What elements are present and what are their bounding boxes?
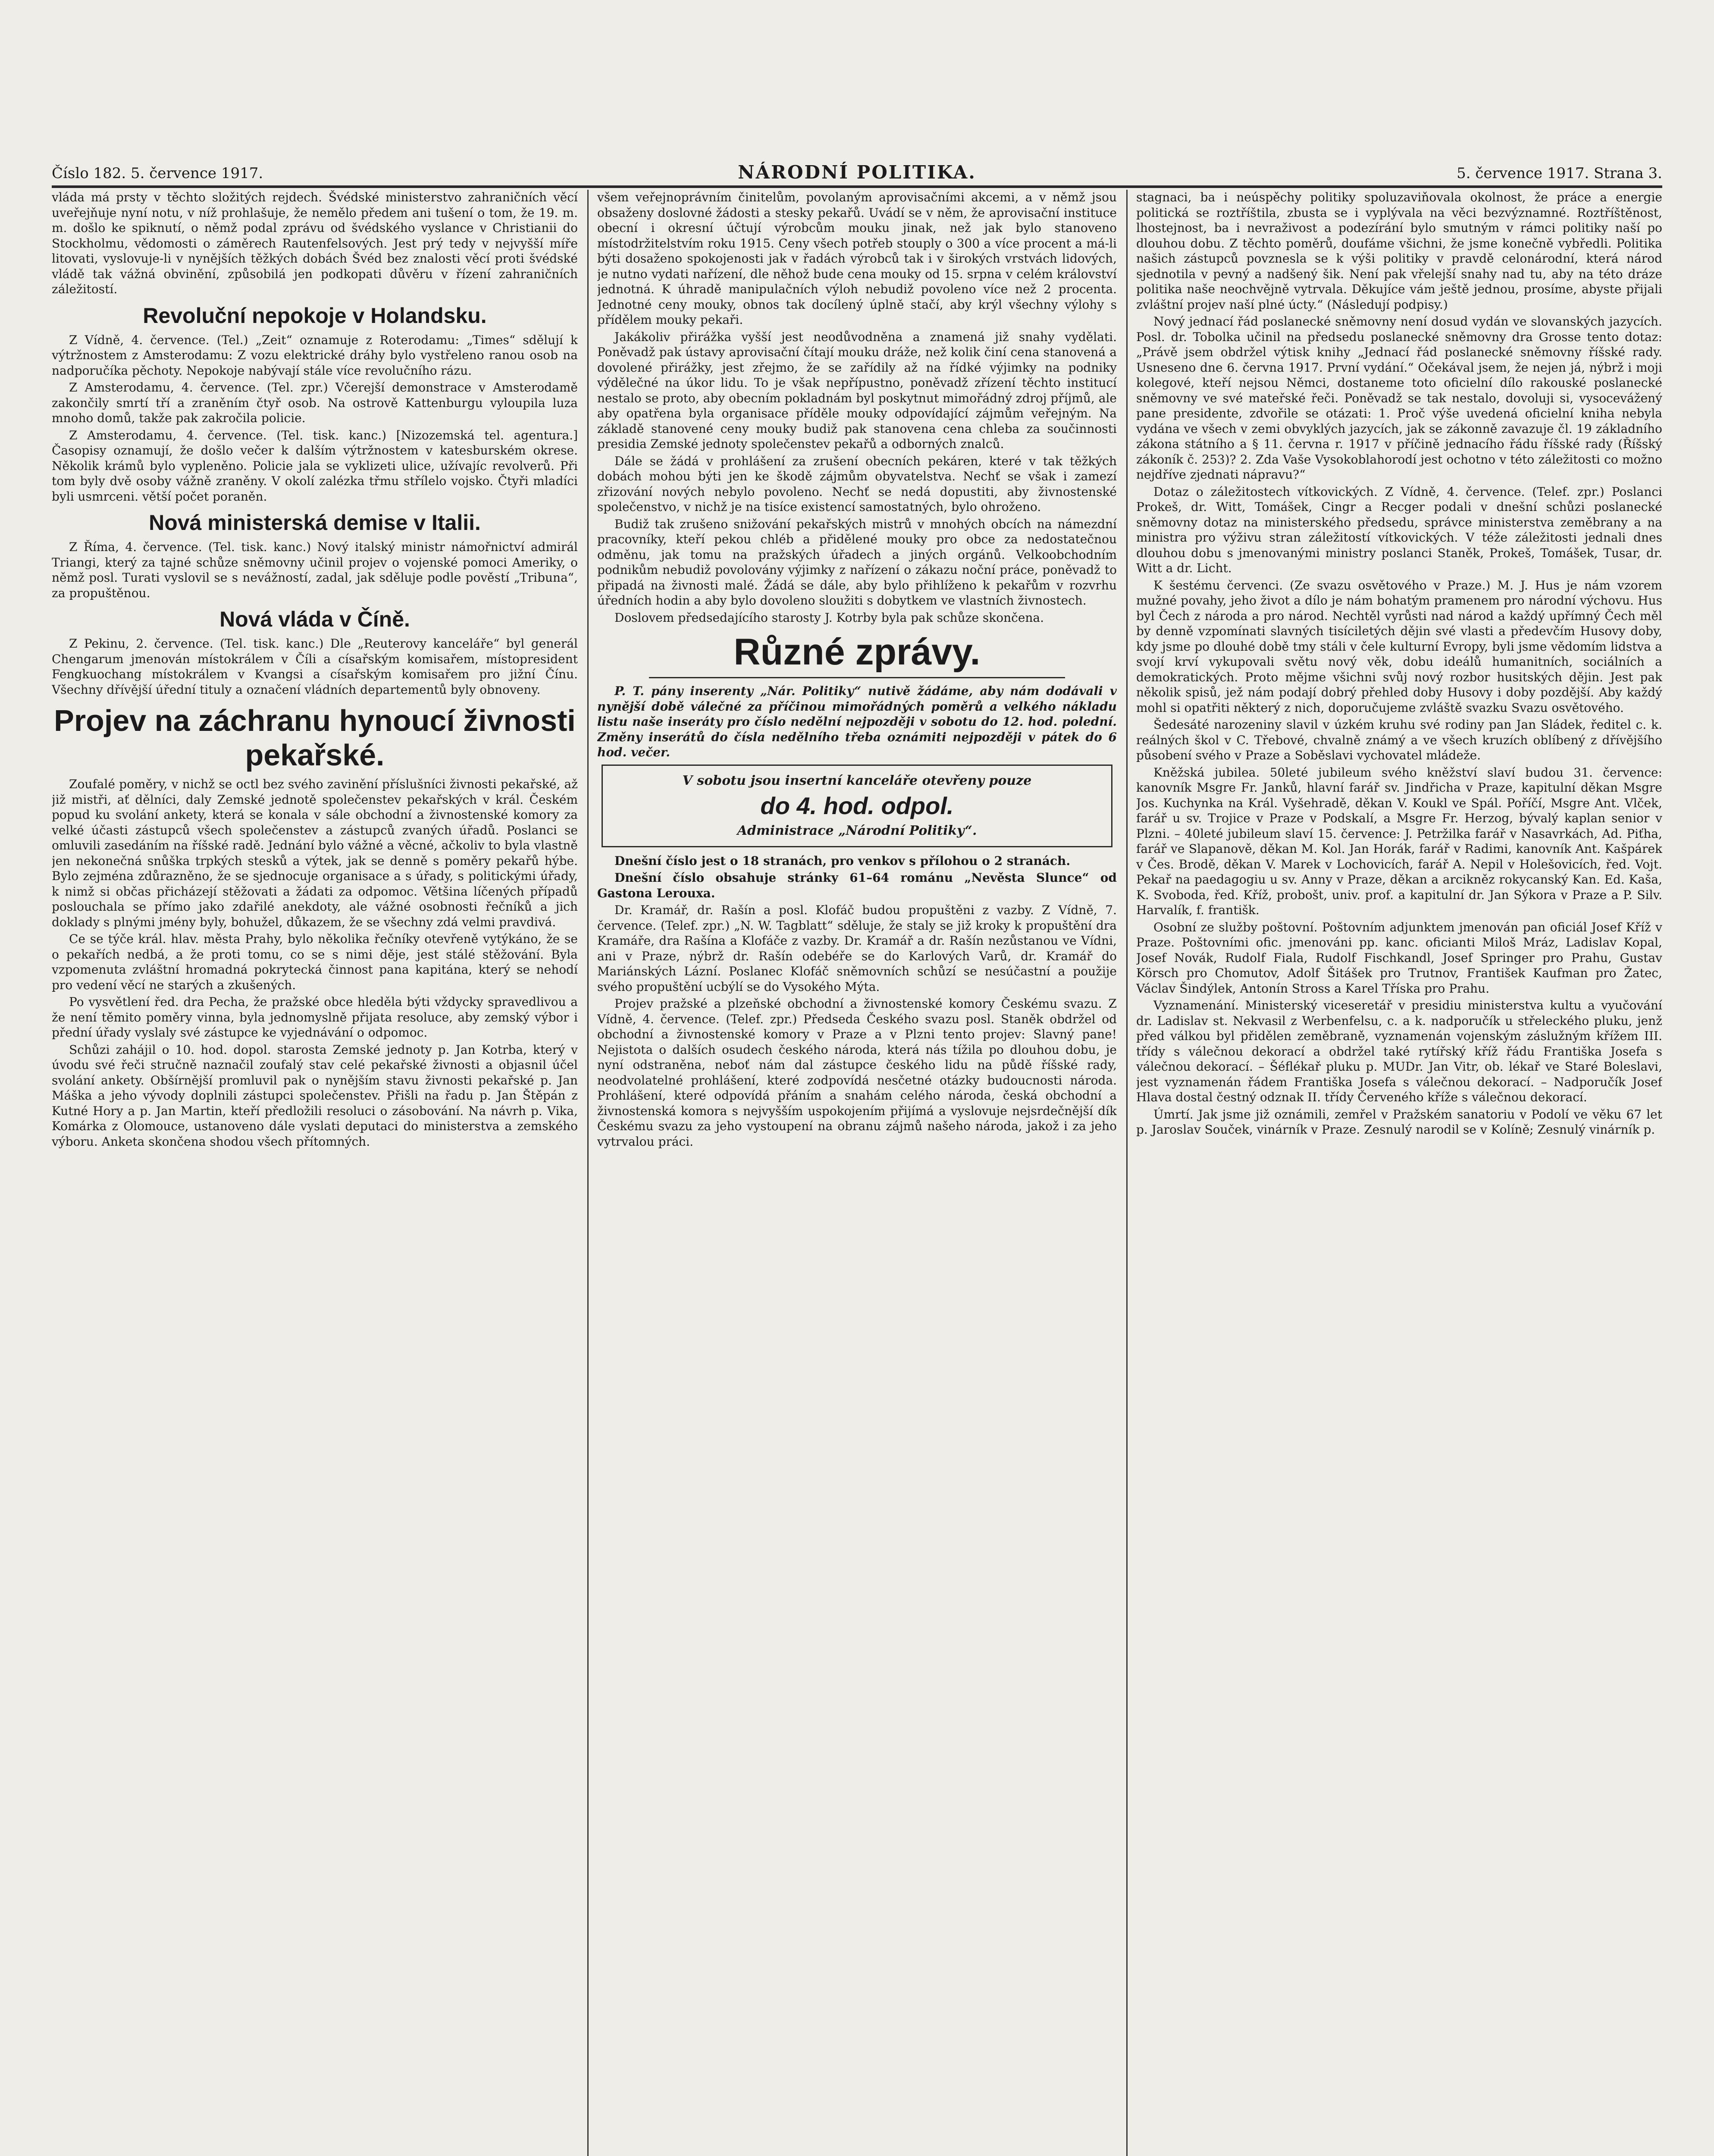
article-text: Vyznamenání. Ministerský viceseretář v presidiu ministerstva kultu a vyučování dr. Ladislav st. Nekvasil z Werbenfelsu, c. a k. nadporučík u střeleckého pluku, jenž před válkou byl přidělen zeměbraně, vyznamenán vojenským záslužným křížem III. třídy s válečnou dekorací a obdržel také rytířský kříž řádu Františka Josefa s válečnou dekorací. – Šéflékař pluku p. MUDr. Jan Vitr, ob. lékař ve Staré Boleslavi, jest vyznamenán řádem Františka Josefa s válečnou dekorací. – Nadporučík Josef Hlava dostal čestný odznak II. třídy Červeného kříže s válečnou dekorací. bbox=[1136, 998, 1662, 1104]
column-rule-1 bbox=[587, 190, 589, 2156]
column-rule-2 bbox=[1126, 190, 1128, 2156]
headline-holland: Revoluční nepokoje v Holandsku. bbox=[143, 303, 487, 328]
column-1 bbox=[52, 190, 578, 2156]
issue-date-left: Číslo 182. 5. července 1917. bbox=[52, 165, 263, 182]
article-text: Dotaz o záležitostech vítkovických. Z Vídně, 4. července. (Telef. zpr.) Poslanci Prokeš, dr. Witt, Tomášek, Cingr a Recger podali v dnešní schůzi poslanecké sněmovny dotaz na ministerského předsedu, správce ministerstva zeměbrany a na ministra pro výživu stran záležitostí vítkovických. V téže záležitosti jednali dnes dlouhou dobu s jmenovanými ministry poslanci Staněk, Prokeš, Tomášek, Tusar, dr. Witt a dr. Licht. bbox=[1136, 484, 1662, 575]
article-text: Jakákoliv přirážka vyšší jest neodůvodněna a znamená již snahy vydělati. Poněvadž pak ústavy aprovisační čítají mouku dráže, než kolik činí cena stanovená a dovolené přirážky, jest zřejmo, že se zařídily až na řídké výjimky na podniky výdělečné na úkor lidu. To je však nepřípustno, poněvadž zřízení těchto institucí nestalo se proto, aby obecním pokladnám byl poskytnut mimořádný zdroj příjmů, ale aby opatřena byla organisace příděle mouky odpovídající zájmům veřejným. Na základě stanovené ceny mouky budiž pak stanovena cena chleba za součinnosti presidia Zemské jednoty společenstev pekařů a odborných znalců. bbox=[597, 329, 1117, 451]
article-text: stagnaci, ba i neúspěchy politiky spoluzaviňovala okolnost, že práce a energie politická se roztříštila, zbusta se i vyplývala na věci bezvýznamné. Roztříštěnost, lhostejnost, ba i nevraživost a podezírání bylo smutným v rámci politiky naší po dlouhou dobu. Z těchto poměrů, doufáme všichni, že jsme konečně vybředli. Politika našich zástupců povznesla se k výši politiky v pravdě celonárodní, která národ sjednotila v pevný a nadšený šik. Není pak vřelejší snahy nad tu, aby na této dráze politika naše neochvějně vytrvala. Děkujíce vám ještě jednou, prosíme, abyste přijali zvláštní projev naší plné úcty.“ (Následují podpisy.) bbox=[1136, 190, 1662, 312]
office-hours-text: V sobotu jsou insertní kanceláře otevřeny pouze bbox=[682, 773, 1032, 788]
advertiser-notice: P. T. pány inserenty „Nár. Politiky“ nutivě žádáme, aby nám dodávali v nynější době válečné za příčinou mimořádných poměrů a velkého nákladu listu naše inseráty pro číslo nedělní nejpozději v sobotu do 12. hod. polední. Změny inserátů do čísla nedělního třeba oznámiti nejpozději v pátek do 6 hod. večer. bbox=[597, 684, 1117, 759]
article-text: Projev pražské a plzeňské obchodní a živnostenské komory Českému svazu. Z Vídně, 4. července. (Telef. zpr.) Předseda Českého svazu posl. Staněk obdržel od obchodní a živnostenské komory v Praze a v Plzni tento projev: Slavný pane! Nejistota o dalších osudech českého národa, která nás tížila po dlouhou dobu, je nyní odstraněna, neboť nám dal zástupce českého lidu na půdě říšské rady, neodvolatelné prohlášení, které zodpovídá nesčetné otázky budoucnosti národa. Prohlášení, které odpovídá přáním a snahám celého národa, česká obchodní a živnostenská komora s nejvyšším uspokojením přijímá a vyslovuje nejsrdečnější dík Českému svazu za jeho vystoupení na obranu zájmů našeho národa, jakož i za jeho vytrvalou práci. bbox=[597, 997, 1117, 1149]
article-text: Dr. Kramář, dr. Rašín a posl. Klofáč budou propuštěni z vazby. Z Vídně, 7. července. (Telef. zpr.) „N. W. Tagblatt“ sděluje, že staly se již kroky k propuštění dra Kramáře, dra Rašína a Klofáče z vazby. Dr. Kramář a dr. Rašín nezůstanou ve Vídni, ani v Praze, nýbrž dr. Rašín odebéře se do Karlových Varů, dr. Kramář do Mariánských Lázní. Poslanec Klofáč sněmovních schůzí se nesúčastní a použije svého propuštění ucbýlí se do Vysokého Mýta. bbox=[597, 903, 1117, 994]
divider bbox=[649, 677, 1065, 678]
masthead bbox=[52, 155, 1662, 188]
article-text: Dále se žádá v prohlášení za zrušení obecních pekáren, které v tak těžkých dobách mohou býti jen ke škodě zájmům obyvatelstva. Nechť se však i zamezí zřizování nových nebylo povoleno. Nechť se nedá dopustiti, aby živnostenské společenstvo, v nichž je na tisíce existencí samostatných, bylo ohroženo. bbox=[597, 454, 1117, 514]
office-hours-time: do 4. hod. odpol. bbox=[760, 792, 954, 819]
headline-china: Nová vláda v Číně. bbox=[219, 607, 410, 631]
article-text: Osobní ze služby poštovní. Poštovním adjunktem jmenován pan oficiál Josef Kříž v Praze. Poštovními ofic. jmenováni pp. kanc. oficianti Miloš Mráz, Ladislav Kopal, Josef Novák, Rudolf Fiala, Rudolf Fischkandl, Josef Springer pro Prahu, Gustav Körsch pro Chomutov, Adolf Šitášek pro Trutnov, František Kaufman pro Žatec, Václav Šindýlek, Antonín Stross a Karel Tříska pro Prahu. bbox=[1136, 920, 1662, 996]
article-text: Úmrtí. Jak jsme již oznámili, zemřel v Pražském sanatoriu v Podolí ve věku 67 let p. Jaroslav Souček, vinárník v Praze. Zesnulý narodil se v Kolíně; Zesnulý vinárník p. bbox=[1136, 1107, 1662, 1137]
administration-sign: Administrace „Národní Politiky“. bbox=[737, 823, 977, 838]
article-text: Nový jednací řád poslanecké sněmovny není dosud vydán ve slovanských jazycích. Posl. dr. Tobolka učinil na předsedu poslanecké sněmovny dra Grosse tento dotaz: „Právě jsem obdržel výtisk knihy „Jednací řád poslanecké sněmovny říšské rady. Usneseno dne 6. června 1917. První vydání.“ Očekával jsem, že nejen já, nýbrž i moji kolegové, kteří nejsou Němci, dostaneme toto oficielní dílo rakouské poslanecké sněmovny ve své mateřské řeči. Poněvadž se tak nestalo, dovoluji si, vysocevážený pane presidente, zdvořile se otázati: 1. Proč výše uvedená oficielní kniha nebyla vydána ve všech v zemi obvyklých jazycích, jak se zákonně zavazuje čl. 19 základního zákona státního a § 11. června r. 1917 v příčině jednacího řádu říšské rady (Říšský zákoník č. 253)? 2. Zda Vaše Vysokoblahorodí jest ochotno v této záležitosti co možno nejdříve zjednati nápravu?“ bbox=[1136, 314, 1662, 482]
headline-various-news: Různé zprávy. bbox=[733, 631, 981, 673]
article-text: Ce se týče král. hlav. města Prahy, bylo několika řečníky otevřeně vytýkáno, že se o pekařích nedbá, a že proti tomu, co se s nimi děje, jest stálé stěžování. Byla vzpomenuta zvláštní hromadná pokrytecká činnost pana kapitána, který se nehodí pro vedení věcí ne starých a zkušených. bbox=[52, 932, 578, 992]
newspaper-title: NÁRODNÍ POLITIKA. bbox=[738, 162, 976, 183]
article-text: K šestému červenci. (Ze svazu osvětového v Praze.) M. J. Hus je nám vzorem mužné povahy, jeho život a dílo je nám bohatým pramenem pro národní výchovu. Hus byl Čech z národa a pro národ. Nechtěl vyrůsti nad národ a každý upřímný Čech měl by denně vzpomínati slavných tisíciletých dějin své vlasti a předevčím Husovy doby, kdy jsme po dlouhé době tmy stáli v čele kulturní Evropy, byli jsme vědomím lidstva a svojí krví vykupovali světu nový věk, dobu ideálů humanitních, sociálních a demokratických. Proto mějme všichni svůj nový rozbor husitských dějin. Jest pak několik spisů, jež nám podají dobrý přehled doby Husovy i doby pozdější. Aby každý mohl si opatřiti některý z nich, doporučujeme zvláště svazku Svazu osvětového. bbox=[1136, 578, 1662, 715]
office-hours-box bbox=[602, 765, 1112, 847]
article-text: Doslovem předsedajícího starosty J. Kotrby byla pak schůze skončena. bbox=[614, 610, 1044, 625]
article-text: Po vysvětlení řed. dra Pecha, že pražské obce hleděla býti vždycky spravedlivou a že není těmito poměry vinna, byla jednomyslně přijata resoluce, aby zemský výbor i přední úřady vyslaly své zástupce ke vyjednávání o odpomoc. bbox=[52, 995, 578, 1040]
article-text: Zoufalé poměry, v nichž se octl bez svého zavinění příslušníci živnosti pekařské, až již mistři, ať dělníci, daly Zemské jednotě společenstev pekařských v král. Českém popud ku svolání ankety, která se konala v sále obchodní a živnostenské komory za velké účasti zástupců všech společenstev a zástupců zvaných úřadů. Poslanci se omluvili zasedáním na říšské radě. Jednání bylo vážné a věcné, ačkoliv to byla vlastně jen nekonečná snůška trpkých stesků a výtek, jak se denně s poměry pekařů hýbe. Bylo zejména zdůrazněno, že se sjednocuje organisace a s úřady, s politickými úřady, k nimž si občas přicházejí stěžovati a žádati za odpomoc. Většina líčených případů poslouchala se přímo jako zdařilé anekdoty, ale vážné osobnosti řečníků a jich doklady s plnými jmény byly, bohužel, důkazem, že se všechny zdá velmi pravdivá. bbox=[52, 777, 578, 929]
headline-bakers: Projev na záchranu hynoucí živnosti pekařské. bbox=[54, 704, 576, 772]
article-text: Šedesáté narozeniny slavil v úzkém kruhu své rodiny pan Jan Sládek, ředitel c. k. reálných škol v C. Třebové, chvalně známý a ve všech kruzích oblíbený z dřívějšího působení svého v Praze a Soběslavi vychovatel mládeže. bbox=[1136, 718, 1662, 762]
article-text: vláda má prsty v těchto složitých rejdech. Švédské ministerstvo zahraničních věcí uveřejňuje nyní notu, v níž prohlašuje, že nemělo předem ani tušení o tom, že 19. m. m. došlo ke spiknutí, o němž podal zprávu od švédského vyslance v Christianii do Stockholmu, vědomosti o záměrech Rautenfelsových. Jest prý tedy v nejvyšší míře litovati, vyslovuje-li v nynějších těžkých dobách Švéd bez znalosti věcí proti švédské vládě tak vážná obvinění, způsobilá jen podkopati důvěru v řízení zahraničních záležitostí. bbox=[52, 190, 578, 296]
article-text: Z Říma, 4. července. (Tel. tisk. kanc.) Nový italský ministr námořnictví admirál Triangi, který za tajné schůze sněmovny učinil projev o vojenské pomoci Ameriky, o němž posl. Turati vyslovil se s nevážností, zadal, jak sděluje podle pověstí „Tribuna“, za propuštěnou. bbox=[52, 540, 578, 600]
article-text: Z Vídně, 4. července. (Tel.) „Zeit“ oznamuje z Roterodamu: „Times“ sdělují k výtržnostem z Amsterodamu: Z vozu elektrické dráhy bylo vystřeleno ranou osob na nadporučíka pěchoty. Nepokoje nabývají stále více revolučního rázu. bbox=[52, 332, 578, 378]
article-text: Z Amsterodamu, 4. července. (Tel. zpr.) Včerejší demonstrace v Amsterodamě zakončily smrtí tří a zraněním čtyř osob. Na ostrově Kattenburgu vyloupila luza mnoho domů, takže pak zakročila policie. bbox=[52, 380, 578, 425]
article-text: Z Pekinu, 2. července. (Tel. tisk. kanc.) Dle „Reuterovy kanceláře“ byl generál Chengarum jmenován místokrálem v Číli a císařským komisařem, místopresident Fengkuochang místokrálem v Kvangsi a císařským komisařem pro jižní Čínu. Všechny dřívější úřední tituly a označení vládních departementů byly obnoveny. bbox=[52, 636, 578, 697]
issue-info: Dnešní číslo jest o 18 stranách, pro venkov s přílohou o 2 stranách. bbox=[614, 853, 1071, 868]
novel-info: Dnešní číslo obsahuje stránky 61–64 románu „Nevěsta Slunce“ od Gastona Lerouxa. bbox=[597, 871, 1117, 900]
column-2 bbox=[597, 190, 1117, 2156]
column-3 bbox=[1136, 190, 1662, 2156]
article-text: Z Amsterodamu, 4. července. (Tel. tisk. kanc.) [Nizozemská tel. agentura.] Časopisy oznamují, že došlo večer k dalším výtržnostem v katesburském okrese. Několik krámů bylo vypleněno. Policie jala se vyklizeti ulice, užívajíc revolverů. Při tom byly dvě osoby vážně zraněny. V okolí zalézka třmu střílelo vojsko. Čtyři mladíci byli usmrceni. větší počet poraněn. bbox=[52, 428, 578, 504]
article-text: všem veřejnoprávním činitelům, povolaným aprovisačními akcemi, a v němž jsou obsaženy doslovné žádosti a stesky pekařů. Uvádí se v něm, že aprovisační instituce obecní i okresní účtují výrobcům mouku jinak, než jak bylo stanoveno místodržitelstvím roku 1915. Ceny všech potřeb stouply o 300 a více procent a má-li býti dosaženo spokojenosti jak v řadách výrobců tak i v širokých vrstvách lidových, je nutno vydati nařízení, dle něhož bude cena mouky od 15. srpna v celém království jednotná. K úhradě manipulačních výloh nebudiž povoleno více než 2 procenta. Jednotné ceny mouky, obnos tak docílený úplně stačí, aby krýl všechny výlohy s přídělem mouky pekaři. bbox=[597, 190, 1117, 327]
headline-italy: Nová ministerská demise v Italii. bbox=[149, 511, 481, 535]
article-text: Kněžská jubilea. 50leté jubileum svého kněžství slaví budou 31. července: kanovník Msgre Fr. Janků, hlavní farář sv. Jindřicha v Praze, kapitulní děkan Msgre Jos. Kuchynka na Král. Vyšehradě, děkan V. Koukl ve Spál. Poříčí, Msgre Ant. Vlček, farář u sv. Trojice v Praze v Podskalí, a Msgre Fr. Herzog, bývalý kaplan senior v Plzni. – 40leté jubileum slaví 15. července: J. Petržilka farář v Nasavrkách, Ad. Piťha, farář ve Slapanově, děkan M. Kol. Jan Horák, farář v Radimi, kanovník Ant. Kašpárek v Čes. Brodě, děkan V. Marek v Lochovicích, farář A. Nepil v Holešovicích, řed. Vojt. Pekař na paedagogiu u sv. Anny v Praze, děkan a arcikněz rokycanský Kan. Ed. Kaša, K. Svoboda, řed. Kříž, probošt, univ. prof. a kapitulní dr. Jan Sýkora v Praze a P. Silv. Harvalík, f. františk. bbox=[1136, 765, 1662, 917]
article-text: Budiž tak zrušeno snižování pekařských mistrů v mnohých obcích na námezdní pracovníky, kteří pekou chléb a přidělené mouky pro obce za nedostatečnou odměnu, jak tomu na pražských úřadech a jiných orgánů. Velkoobchodním podnikům nebudiž povolovány výjimky z nařízení o zákazu noční práce, poněvadž to připadá na živnosti malé. Žádá se dále, aby bylo přihlíženo k pekařům v rozvrhu úředních hodin a aby bylo dovoleno sloužiti s dobytkem ve vlastních živnostech. bbox=[597, 517, 1117, 608]
article-text: Schůzi zahájil o 10. hod. dopol. starosta Zemské jednoty p. Jan Kotrba, který v úvodu své řeči stručně naznačil zoufalý stav celé pekařské živnosti a objasnil účel svolání ankety. Obšírnější promluvil pak o nynějším stavu živnosti pekařské p. Jan Máška a jeho vývody doplnili zástupci společenstev. Přišli na řadu p. Jan Štěpán z Kutné Hory a p. Jan Martin, kteří předložili resoluci o zásobování. Na návrh p. Vika, Komárka z Olomouce, ustanoveno dále vyslati deputaci do ministerstva a zemského výboru. Anketa skončena shodou všech přítomných. bbox=[52, 1042, 578, 1149]
page-number-right: 5. července 1917. Strana 3. bbox=[1457, 165, 1662, 182]
